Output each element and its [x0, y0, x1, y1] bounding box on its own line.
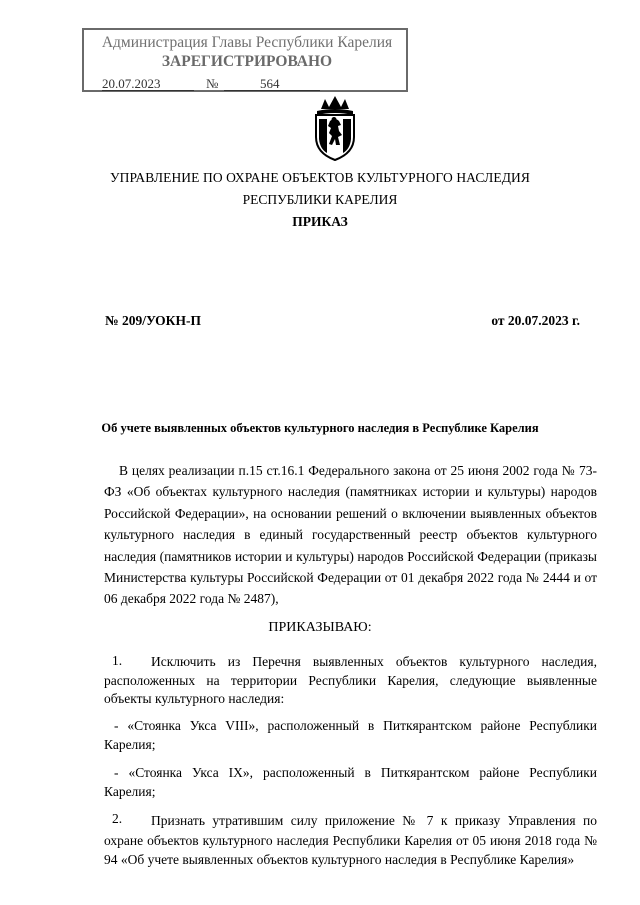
- stamp-date: 20.07.2023: [102, 76, 161, 91]
- karelia-coat-of-arms-icon: [311, 95, 359, 161]
- order-number: № 209/УОКН-П: [105, 313, 201, 328]
- document-type: ПРИКАЗ: [292, 214, 348, 229]
- agency-name-line1: УПРАВЛЕНИЕ ПО ОХРАНЕ ОБЪЕКТОВ КУЛЬТУРНОГО НАСЛЕДИЯ: [110, 170, 530, 185]
- item-1-text: Исключить из Перечня выявленных объектов культурного наследия, расположенных на территории Республики Карелия, следующие выявленные объекты культурного наследия:: [104, 654, 597, 706]
- item-1-bullet-2: - «Стоянка Укса IX», расположенный в Питкярантском районе Республики Карелия;: [104, 765, 597, 799]
- agency-name-line2: РЕСПУБЛИКИ КАРЕЛИЯ: [242, 192, 398, 207]
- stamp-date-underline: [102, 90, 194, 91]
- item-1-bullet-1: - «Стоянка Укса VIII», расположенный в Питкярантском районе Республики Карелия;: [104, 718, 597, 752]
- stamp-organization: Администрация Главы Республики Карелия: [101, 34, 393, 51]
- order-subject: Об учете выявленных объектов культурного наследия в Республике Карелия: [101, 421, 539, 435]
- item-2-number: 2.: [112, 811, 123, 826]
- stamp-number-label: №: [206, 76, 219, 91]
- order-date: от 20.07.2023 г.: [491, 313, 580, 328]
- stamp-number: 564: [260, 76, 280, 91]
- registration-stamp: [82, 28, 408, 92]
- order-word: ПРИКАЗЫВАЮ:: [268, 620, 372, 635]
- item-1-number: 1.: [112, 653, 123, 668]
- item-2-text: Признать утратившим силу приложение № 7 к приказу Управления по охране объектов культурного наследия Республики Карелия от 05 июня 2018 года № 94 «Об учете выявленных объектов культурного наследия в Республике Карелия»: [104, 813, 597, 867]
- preamble-paragraph: В целях реализации п.15 ст.16.1 Федерального закона от 25 июня 2002 года № 73-ФЗ «Об объектах культурного наследия (памятниках истории и культуры) народов Российской Федерации», на основании решений о включении выявленных объектов культурного наследия в единый государственный реестр объектов культурного наследия (памятников истории и культуры) народов Российской Федерации (приказы Министерства культуры Российской Федерации от 01 декабря 2022 года № 2444 и от 06 декабря 2022 года № 2487),: [104, 463, 597, 607]
- stamp-status: ЗАРЕГИСТРИРОВАНО: [161, 53, 333, 70]
